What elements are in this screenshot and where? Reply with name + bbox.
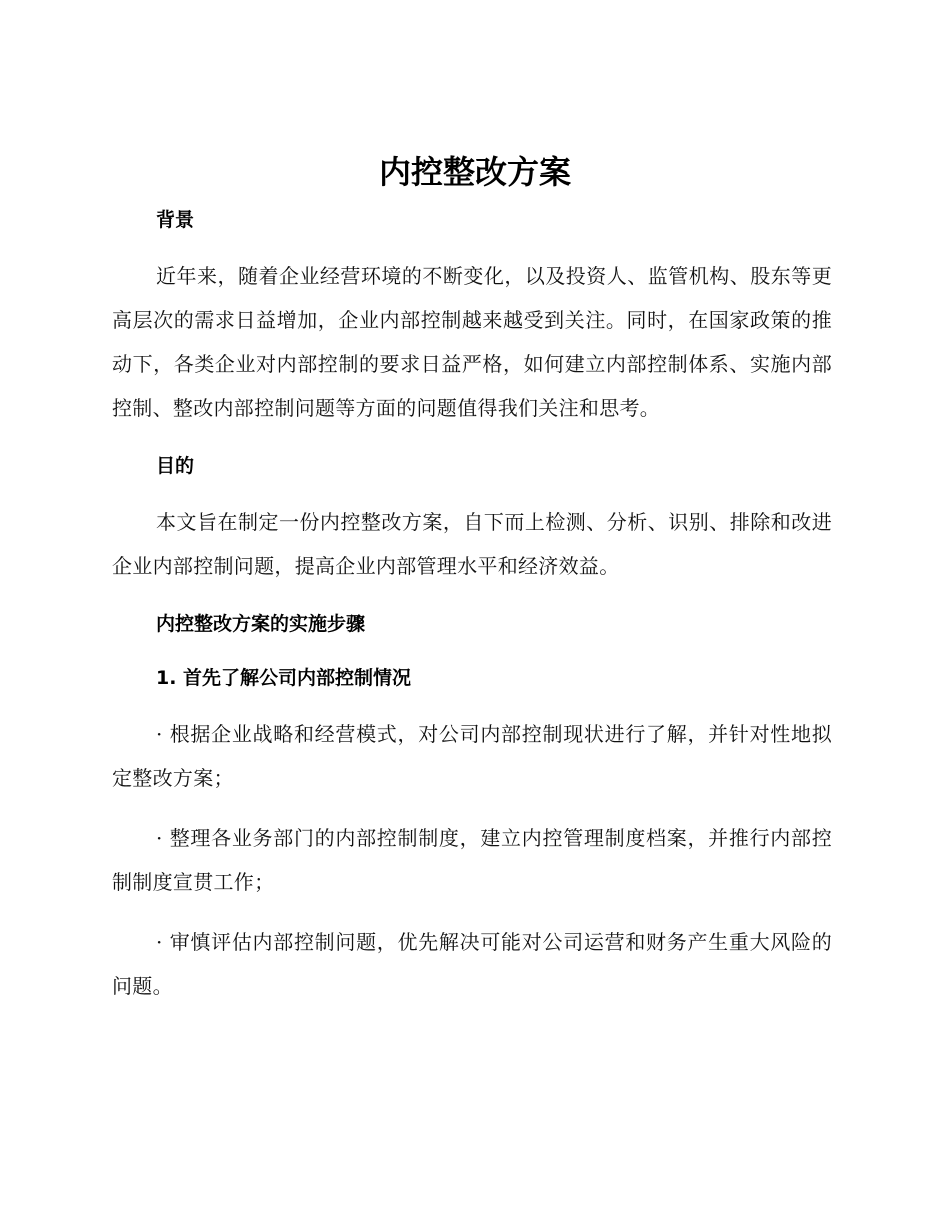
purpose-paragraph: 本文旨在制定一份内控整改方案，自下而上检测、分析、识别、排除和改进企业内部控制问题，提高企业内部管理水平和经济效益。: [112, 510, 832, 578]
step1-bullet: · 审慎评估内部控制问题，优先解决可能对公司运营和财务产生重大风险的问题。: [112, 930, 832, 998]
background-paragraph: 近年来，随着企业经营环境的不断变化，以及投资人、监管机构、股东等更高层次的需求日益增加，企业内部控制越来越受到关注。同时，在国家政策的推动下，各类企业对内部控制的要求日益严格，如何建立内部控制体系、实施内部控制、整改内部控制问题等方面的问题值得我们关注和思考。: [112, 264, 832, 420]
step1-heading: 1. 首先了解公司内部控制情况: [156, 667, 412, 689]
step1-bullet: · 根据企业战略和经营模式，对公司内部控制现状进行了解，并针对性地拟定整改方案；: [112, 722, 832, 790]
document-body: [112, 200, 832, 1024]
document-title: 内控整改方案: [378, 153, 571, 191]
step1-bullet: · 整理各业务部门的内部控制制度，建立内控管理制度档案，并推行内部控制制度宣贯工作；: [112, 826, 832, 894]
steps-heading: 内控整改方案的实施步骤: [156, 613, 366, 635]
background-heading: 背景: [156, 209, 195, 231]
purpose-heading: 目的: [156, 455, 195, 477]
